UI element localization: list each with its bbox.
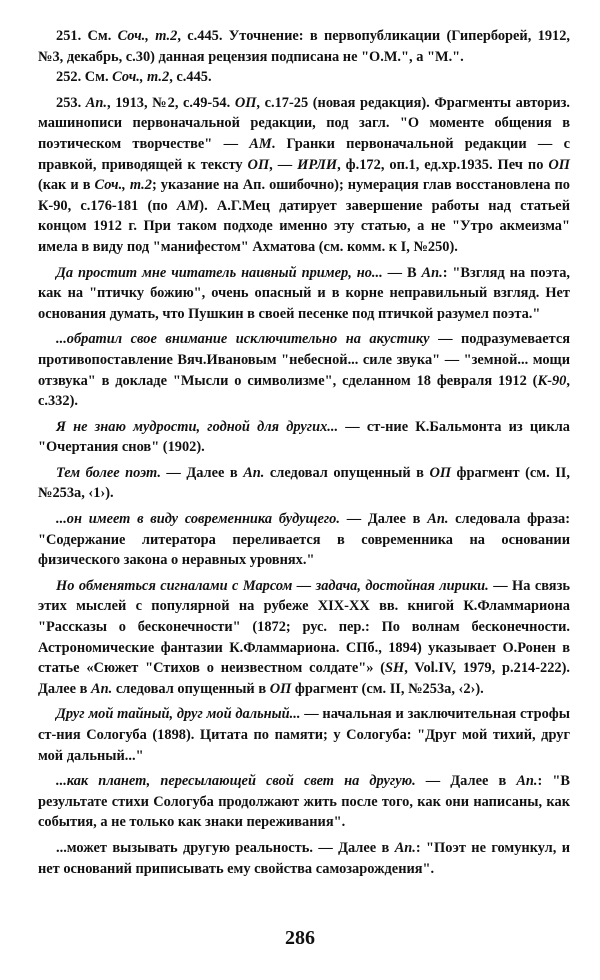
page-number: 286 <box>285 927 315 949</box>
comment-naive-example: Да простит мне читатель наивный пример, но... — В Ап.: "Взгляд на поэта, как на "птичку божию", очень опасный и в корне неправильный взгляд. Нет основания думать, что Пушкин в своей песенке под птичкой разумел поэта." <box>38 264 570 322</box>
comment-balmont: Я не знаю мудрости, годной для других... — ст-ние К.Бальмонта из цикла "Очертания снов" (1902). <box>38 418 571 456</box>
comment-planet-light: ...как планет, пересылающей свой свет на другую. — Далее в Ап.: "В результате стихи Сологуба продолжают жить после того, как они написаны, как события, а не только как знаки переживания". <box>38 773 571 831</box>
comment-other-reality: ...может вызывать другую реальность. — Далее в Ап.: "Поэт не гомункул, и нет оснований приписывать ему свойства самозарождения". <box>38 839 570 877</box>
note-251: 251. См. Соч., т.2, с.445. Уточнение: в первопубликации (Гиперборей, 1912, №3, декабрь, с.30) данная рецензия подписана не "О.М.", а "М.". <box>38 28 571 65</box>
comment-mars-signals: Но обменяться сигналами с Марсом — задача, достойная лирики. — На связь этих мыслей с популярной на рубеже XIX-XX вв. книгой К.Фламмариона "Рассказы о бесконечности" (1872; рус. пер.: По волнам бесконечности. Астрономические фантазии К.Фламмариона. СПб., 1894) указывает О.Ронен в статье «Сюжет "Стихов о неизвестном солдате"» (SH, Vol.IV, 1979, p.214-222). Далее в Ап. следовал опущенный в ОП фрагмент (см. II, №253а, ‹2›). <box>38 577 570 697</box>
comment-sologub-friend: Друг мой тайный, друг мой дальный... — начальная и заключительная строфы ст-ния Сологуба (1898). Цитата по памяти; у Сологуба: "Друг мой тихий, друг мой дальный..." <box>38 706 570 764</box>
comment-future-contemporary: ...он имеет в виду современника будущего. — Далее в Ап. следовала фраза: "Содержание литератора переливается в современника на основании физического закона о неравных уровнях." <box>38 511 570 569</box>
comment-poet: Тем более поэт. — Далее в Ап. следовал опущенный в ОП фрагмент (см. II, №253а, ‹1›). <box>38 464 570 502</box>
note-253: 253. Ап., 1913, №2, с.49-54. ОП, с.17-25 (новая редакция). Фрагменты авториз. машинописи первоначальной редакции, под загл. "О моменте общения в поэтическом творчестве" — АМ. Гранки первоначальной редакции — с правкой, приводящей к тексту ОП, — ИРЛИ, ф.172, оп.1, ед.хр.1935. Печ по ОП (как и в Соч., т.2; указание на Ап. ошибочно); нумерация глав восстановлена по К-90, с.176-181 (по АМ). А.Г.Мец датирует завершение работы над статьей концом 1912 г. При таком подходе именно эту статью, а не "Утро акмеизма" имела в виду под "манифестом" Ахматова (см. комм. к I, №250). <box>38 94 571 255</box>
note-252: 252. См. Соч., т.2, с.445. <box>56 69 212 86</box>
commentary-page <box>38 26 570 884</box>
comment-acoustics: ...обратил свое внимание исключительно на акустику — подразумевается противопоставление Вяч.Ивановым "небесной... силе звука" — "земной... мощи отзвука" в докладе "Мысли о символизме", сделанном 18 февраля 1912 (К-90, с.332). <box>38 331 570 410</box>
